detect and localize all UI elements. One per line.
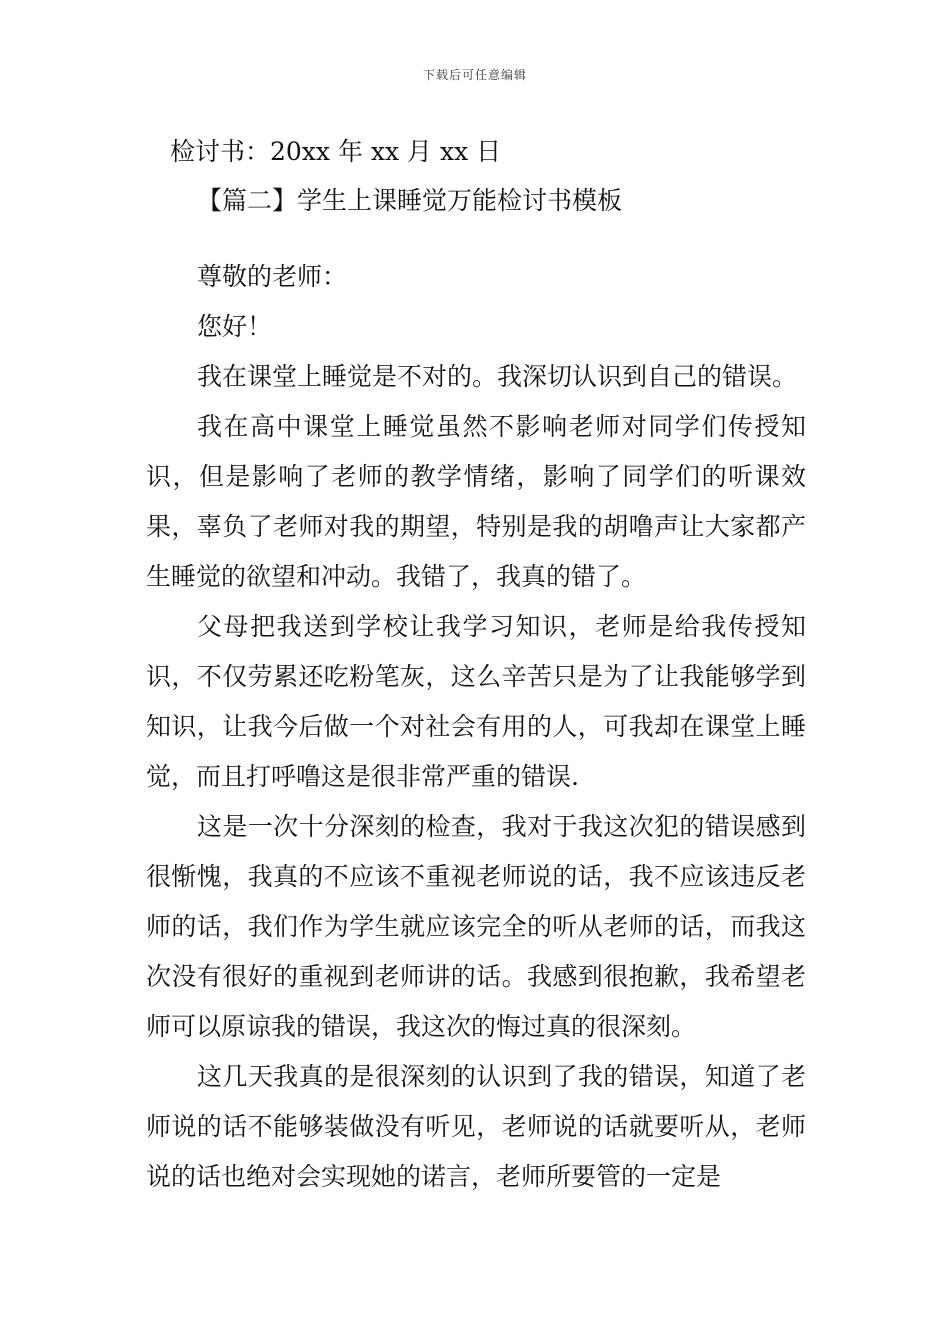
paragraph-3: 父母把我送到学校让我学习知识，老师是给我传授知识，不仅劳累还吃粉笔灰，这么辛苦只是为了让我能够学到知识，让我今后做一个对社会有用的人，可我却在课堂上睡觉，而且打呼噜这是很非常严重的错误. bbox=[146, 612, 806, 791]
date-line: 检讨书：20xx 年 xx 月 xx 日 bbox=[170, 137, 502, 166]
document-body bbox=[146, 252, 806, 1202]
section-title: 【篇二】学生上课睡觉万能检讨书模板 bbox=[197, 186, 623, 215]
header-note: 下载后可任意编辑 bbox=[422, 68, 527, 82]
paragraph-5: 这几天我真的是很深刻的认识到了我的错误，知道了老师说的话不能够装做没有听见，老师说的话就要听从，老师说的话也绝对会实现她的诺言，老师所要管的一定是 bbox=[146, 1062, 806, 1191]
paragraph-1: 我在课堂上睡觉是不对的。我深切认识到自己的错误。 bbox=[197, 362, 798, 391]
paragraph-2: 我在高中课堂上睡觉虽然不影响老师对同学们传授知识，但是影响了老师的教学情绪，影响了同学们的听课效果，辜负了老师对我的期望，特别是我的胡噜声让大家都产生睡觉的欲望和冲动。我错了，我真的错了。 bbox=[146, 412, 806, 591]
paragraph-4: 这是一次十分深刻的检查，我对于我这次犯的错误感到很惭愧，我真的不应该不重视老师说的话，我不应该违反老师的话，我们作为学生就应该完全的听从老师的话，而我这次没有很好的重视到老师讲的话。我感到很抱歉，我希望老师可以原谅我的错误，我这次的悔过真的很深刻。 bbox=[146, 812, 806, 1041]
salutation: 尊敬的老师： bbox=[197, 262, 348, 291]
greeting: 您好！ bbox=[197, 312, 273, 341]
